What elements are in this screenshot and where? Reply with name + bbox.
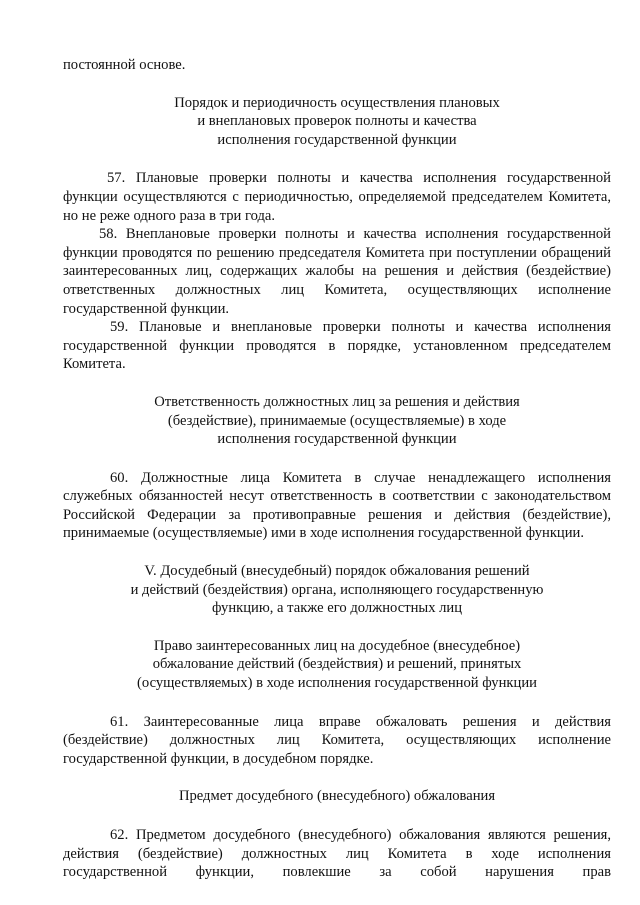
section-heading-appeal-subject	[63, 787, 611, 806]
heading-line: Порядок и периодичность осуществления плановых	[174, 94, 500, 111]
heading-line: Предмет досудебного (внесудебного) обжалования	[178, 788, 496, 805]
section-heading-responsibility	[63, 393, 611, 449]
paragraph-61: 61. Заинтересованные лица вправе обжаловать решения и действия (бездействие) должностных лиц Комитета, осуществляющих исполнение государственной функции, в досудебном порядке.	[63, 713, 611, 767]
paragraph-57: 57. Плановые проверки полноты и качества исполнения государственной функции осуществляются с периодичностью, определяемой председателем Комитета, но не реже одного раза в три года.	[63, 170, 611, 224]
heading-line: обжалование действий (бездействия) и решений, принятых	[152, 656, 522, 673]
section-heading-appeal-procedure	[63, 562, 611, 618]
paragraph-59: 59. Плановые и внеплановые проверки полноты и качества исполнения государственной функции проводятся в порядке, установленном председателем Комитета.	[63, 319, 611, 373]
section-heading-right-to-appeal	[63, 637, 611, 693]
heading-line: Ответственность должностных лиц за решения и действия	[154, 393, 520, 410]
paragraph-58: 58. Внеплановые проверки полноты и качества исполнения государственной функции проводятся по решению председателя Комитета при поступлении обращений заинтересованных лиц, содержащих жалобы на решения и действия (бездействие) ответственных должностных лиц Комитета, осуществляющих исполнение государственной функции.	[63, 226, 611, 317]
document-page	[63, 56, 611, 882]
paragraph-60: 60. Должностные лица Комитета в случае ненадлежащего исполнения служебных обязанностей несут ответственность в соответствии с законодательством Российской Федерации за противоправные решения и действия (бездействие), принимаемые (осуществляемые) ими в ходе исполнения государственной функции.	[63, 469, 611, 542]
heading-line: исполнения государственной функции	[217, 431, 457, 448]
heading-line: V. Досудебный (внесудебный) порядок обжалования решений	[144, 563, 530, 580]
heading-line: (осуществляемых) в ходе исполнения государственной функции	[137, 675, 537, 692]
continued-text: постоянной основе.	[63, 57, 186, 73]
heading-line: и действий (бездействия) органа, исполняющего государственную	[130, 581, 544, 598]
heading-line: исполнения государственной функции	[217, 131, 457, 148]
heading-line: и внеплановых проверок полноты и качества	[197, 113, 477, 130]
heading-line: (бездействие), принимаемые (осуществляемые) в ходе	[167, 412, 507, 429]
heading-line: Право заинтересованных лиц на досудебное (внесудебное)	[153, 637, 521, 654]
heading-line: функцию, а также его должностных лиц	[211, 600, 463, 617]
paragraph-62: 62. Предметом досудебного (внесудебного) обжалования являются решения, действия (бездействие) должностных лиц Комитета в ходе исполнения государственной функции, повлекшие за собой нарушения прав	[63, 827, 611, 881]
section-heading-inspections	[63, 94, 611, 150]
